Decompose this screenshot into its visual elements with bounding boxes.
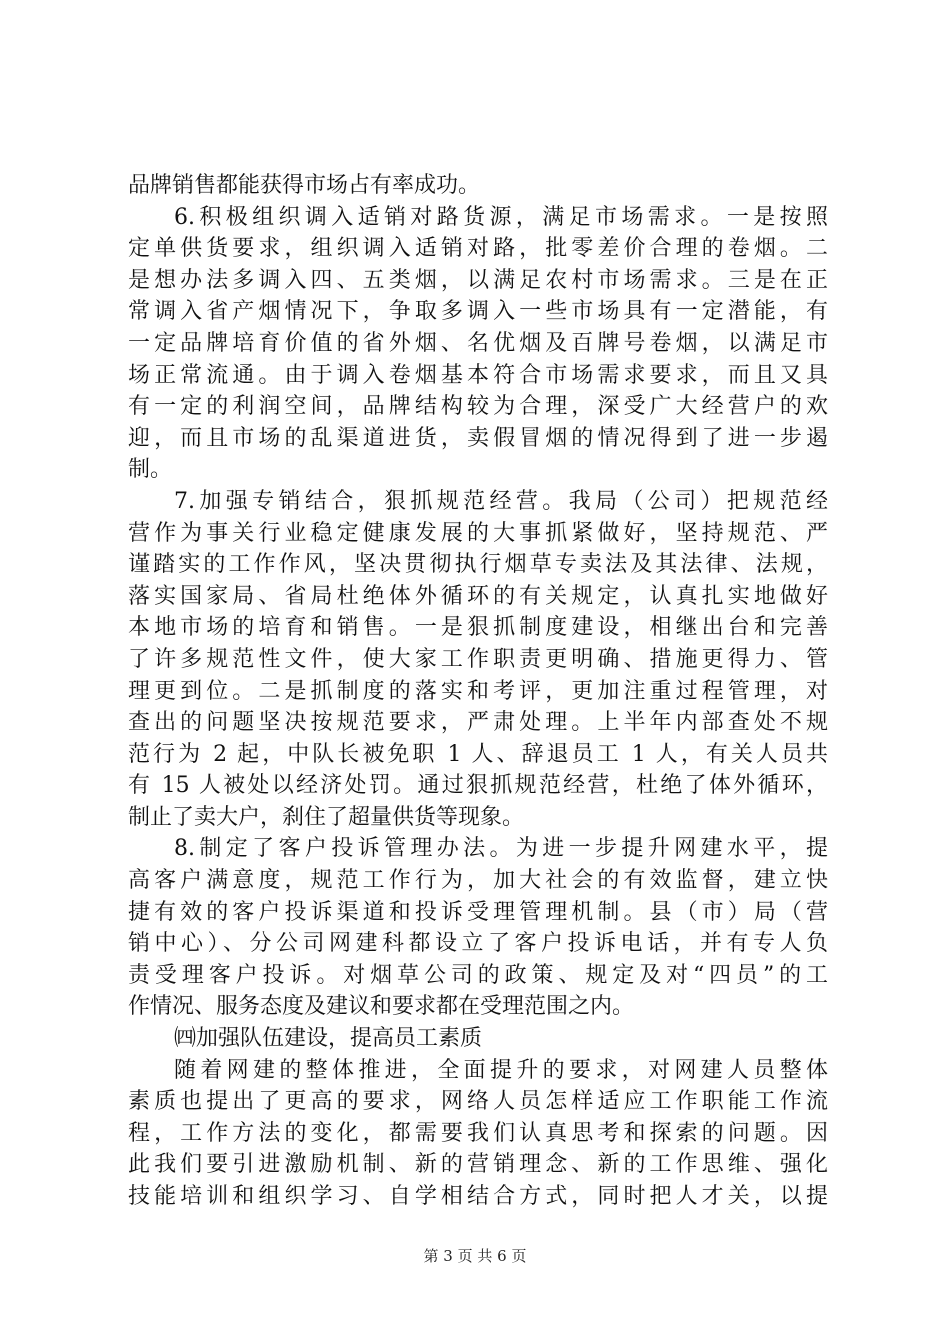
text-line: 捷有效的客户投诉渠道和投诉受理管理机制。县（市）局（营 bbox=[128, 899, 828, 925]
text-line: 6.积极组织调入适销对路货源，满足市场需求。一是按照 bbox=[174, 204, 828, 230]
text-line: 品牌销售都能获得市场占有率成功。 bbox=[128, 173, 481, 198]
text-line: 制止了卖大户，刹住了超量供货等现象。 bbox=[128, 804, 525, 830]
text-line: 8.制定了客户投诉管理办法。为进一步提升网建水平，提 bbox=[174, 836, 828, 862]
text-line: 定单供货要求，组织调入适销对路，批零差价合理的卷烟。二 bbox=[128, 236, 828, 262]
text-line: 制。 bbox=[128, 457, 173, 483]
text-line: ㈣加强队伍建设，提高员工素质 bbox=[174, 1026, 483, 1052]
page-footer: 第 3 页 共 6 页 bbox=[423, 1247, 527, 1265]
text-line: 是想办法多调入四、五类烟，以满足农村市场需求。三是在正 bbox=[128, 267, 828, 293]
text-line: 本地市场的培育和销售。一是狠抓制度建设，相继出台和完善 bbox=[128, 615, 828, 641]
text-line: 高客户满意度，规范工作行为，加大社会的有效监督，建立快 bbox=[128, 868, 828, 894]
text-line: 有一定的利润空间，品牌结构较为合理，深受广大经营户的欢 bbox=[128, 394, 828, 420]
text-line: 了许多规范性文件，使大家工作职责更明确、措施更得力、管 bbox=[128, 646, 828, 672]
text-line: 理更到位。二是抓制度的落实和考评，更加注重过程管理，对 bbox=[128, 678, 828, 704]
text-line: 一定品牌培育价值的省外烟、名优烟及百牌号卷烟，以满足市 bbox=[128, 330, 828, 356]
text-line: 7.加强专销结合，狠抓规范经营。我局（公司）把规范经 bbox=[174, 488, 828, 514]
text-line: 常调入省产烟情况下，争取多调入一些市场具有一定潜能，有 bbox=[128, 299, 828, 325]
text-line: 销中心）、分公司网建科都设立了客户投诉电话，并有专人负 bbox=[128, 931, 828, 957]
text-line: 素质也提出了更高的要求，网络人员怎样适应工作职能工作流 bbox=[128, 1089, 828, 1115]
text-line: 范行为 2 起，中队长被免职 1 人、辞退员工 1 人，有关人员共 bbox=[128, 741, 828, 767]
text-line: 责受理客户投诉。对烟草公司的政策、规定及对“四员”的工 bbox=[128, 962, 828, 988]
text-line: 有 15 人被处以经济处罚。通过狠抓规范经营，杜绝了体外循环， bbox=[128, 773, 828, 799]
text-line: 谨踏实的工作作风，坚决贯彻执行烟草专卖法及其法律、法规， bbox=[128, 552, 828, 578]
text-line: 随着网建的整体推进，全面提升的要求，对网建人员整体 bbox=[174, 1057, 828, 1083]
document-body bbox=[128, 170, 828, 1213]
text-line: 技能培训和组织学习、自学相结合方式，同时把人才关，以提 bbox=[128, 1184, 828, 1209]
text-line: 营作为事关行业稳定健康发展的大事抓紧做好，坚持规范、严 bbox=[128, 520, 828, 546]
text-line: 落实国家局、省局杜绝体外循环的有关规定，认真扎实地做好 bbox=[128, 583, 828, 609]
text-line: 程，工作方法的变化，都需要我们认真思考和探索的问题。因 bbox=[128, 1120, 828, 1146]
text-line: 此我们要引进激励机制、新的营销理念、新的工作思维、强化 bbox=[128, 1152, 828, 1178]
text-line: 查出的问题坚决按规范要求，严肃处理。上半年内部查处不规 bbox=[128, 710, 828, 736]
text-line: 迎，而且市场的乱渠道进货，卖假冒烟的情况得到了进一步遏 bbox=[128, 425, 828, 451]
text-line: 场正常流通。由于调入卷烟基本符合市场需求要求，而且又具 bbox=[128, 362, 828, 388]
text-line: 作情况、服务态度及建议和要求都在受理范围之内。 bbox=[128, 994, 635, 1020]
